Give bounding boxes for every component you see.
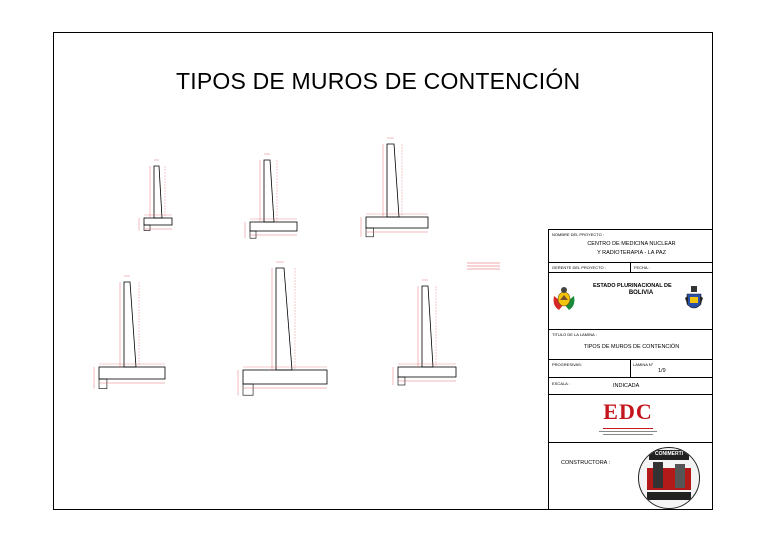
divider [630,360,631,377]
wall-section-5-stem [276,268,292,370]
constructor-label: CONSTRUCTORA : [561,460,611,466]
bolivia-coat-of-arms-icon [553,286,575,312]
constructor-row [549,443,713,511]
sheet-title-value: TIPOS DE MUROS DE CONTENCIÓN [583,344,680,350]
wall-section-3-stem [387,144,399,217]
sheet-number-label: LAMINA N° [633,362,654,367]
sheet-number-value: 1/9 [658,368,666,374]
wall-section-6-footing [398,367,456,377]
constructor-logo-text: CONIMERTI [654,451,684,457]
divider [630,263,631,272]
edc-logo-text: EDC [603,399,653,424]
state-name-line1: ESTADO PLURINACIONAL DE [593,283,672,289]
scale-row [549,378,713,395]
conimerti-logo-icon [638,447,700,509]
emblems-row [549,273,713,330]
wall-section-4-stem [124,282,136,367]
wall-section-2-stem [264,160,274,222]
sheet-title-row [549,330,713,360]
wall-section-3-footing [366,217,428,228]
wall-section-6-stem [422,286,433,367]
wall-section-1-key [144,225,150,231]
project-name-line2: Y RADIOTERAPIA - LA PAZ [597,250,666,256]
wall-section-1-stem [154,166,162,218]
edc-logo-icon [589,399,667,439]
scale-label: ESCALA : [552,381,570,386]
wall-section-2-key [250,231,256,238]
progressive-row [549,360,713,378]
wall-section-5-footing [243,370,327,384]
scale-value: INDICADA [613,383,640,389]
wall-section-4-footing [99,367,165,379]
project-name-label: NOMBRE DEL PROYECTO : [552,232,605,237]
progressive-label: PROGRESIVAS: [552,362,582,367]
manager-row [549,263,713,273]
date-label: FECHA : [634,265,650,270]
wall-section-3-key [366,228,373,237]
drawing-title: TIPOS DE MUROS DE CONTENCIÓN [176,68,581,94]
state-name-line2: BOLIVIA [628,290,654,296]
military-emblem-icon [685,286,703,312]
title-block [548,229,713,510]
sheet-title-label: TITULO DE LA LAMINA : [552,332,597,337]
wall-section-1-footing [144,218,172,225]
edc-logo-row [549,395,713,443]
wall-section-5-key [243,384,253,395]
wall-section-4-key [99,379,107,389]
project-name-row [549,230,713,263]
manager-label: GERENTE DEL PROYECTO : [552,265,606,270]
wall-section-2-footing [250,222,297,231]
project-name-line1: CENTRO DE MEDICINA NUCLEAR [587,241,676,247]
